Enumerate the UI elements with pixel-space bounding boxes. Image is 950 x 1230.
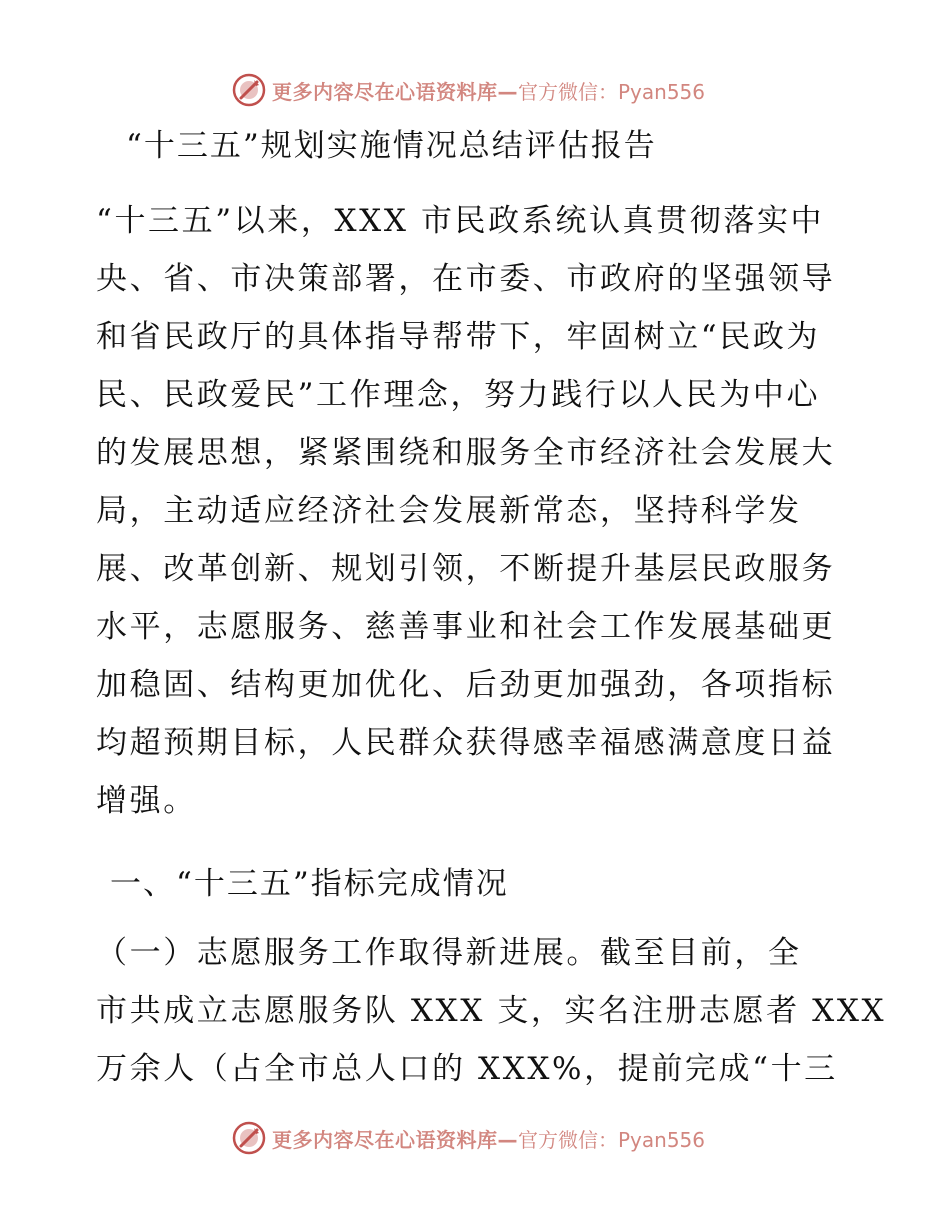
text-line: 央、省、市决策部署，在市委、市政府的坚强领导: [96, 261, 836, 297]
watermark-text: 更多内容尽在心语资料库—: [272, 1127, 518, 1152]
text-line: （一）志愿服务工作取得新进展。截至目前，全: [96, 935, 802, 971]
text-line: 增强。: [96, 783, 197, 819]
watermark-logo-icon: [232, 1121, 266, 1155]
text-line: 水平，志愿服务、慈善事业和社会工作发展基础更: [96, 609, 836, 645]
text-line: 的发展思想，紧紧围绕和服务全市经济社会发展大: [96, 435, 836, 471]
watermark-header: [232, 72, 705, 108]
watermark-footer: [232, 1120, 705, 1156]
watermark-text: 更多内容尽在心语资料库—: [272, 79, 518, 104]
text-line: 展、改革创新、规划引领，不断提升基层民政服务: [96, 551, 836, 587]
text-line: 加稳固、结构更加优化、后劲更加强劲，各项指标: [96, 667, 836, 703]
watermark-contact: 官方微信：Pyan556: [518, 79, 706, 104]
text-line: 万余人（占全市总人口的 XXX%，提前完成“十三: [96, 1051, 838, 1087]
section-heading: 一、“十三五”指标完成情况: [110, 866, 509, 902]
text-line: 民、民政爱民”工作理念，努力践行以人民为中心: [96, 377, 821, 413]
text-line: 和省民政厅的具体指导帮带下，牢固树立“民政为: [96, 319, 821, 355]
watermark-contact: 官方微信：Pyan556: [518, 1127, 706, 1152]
text-line: 市共成立志愿服务队 XXX 支，实名注册志愿者 XXX: [96, 993, 887, 1029]
text-line: 均超预期目标，人民群众获得感幸福感满意度日益: [96, 725, 836, 761]
text-line: “十三五”以来，XXX 市民政系统认真贯彻落实中: [96, 203, 825, 239]
document-title: “十三五”规划实施情况总结评估报告: [126, 128, 657, 164]
paragraph-intro: [96, 192, 856, 830]
text-line: 局，主动适应经济社会发展新常态，坚持科学发: [96, 493, 802, 529]
watermark-logo-icon: [232, 73, 266, 107]
paragraph-volunteer: [96, 924, 887, 1098]
